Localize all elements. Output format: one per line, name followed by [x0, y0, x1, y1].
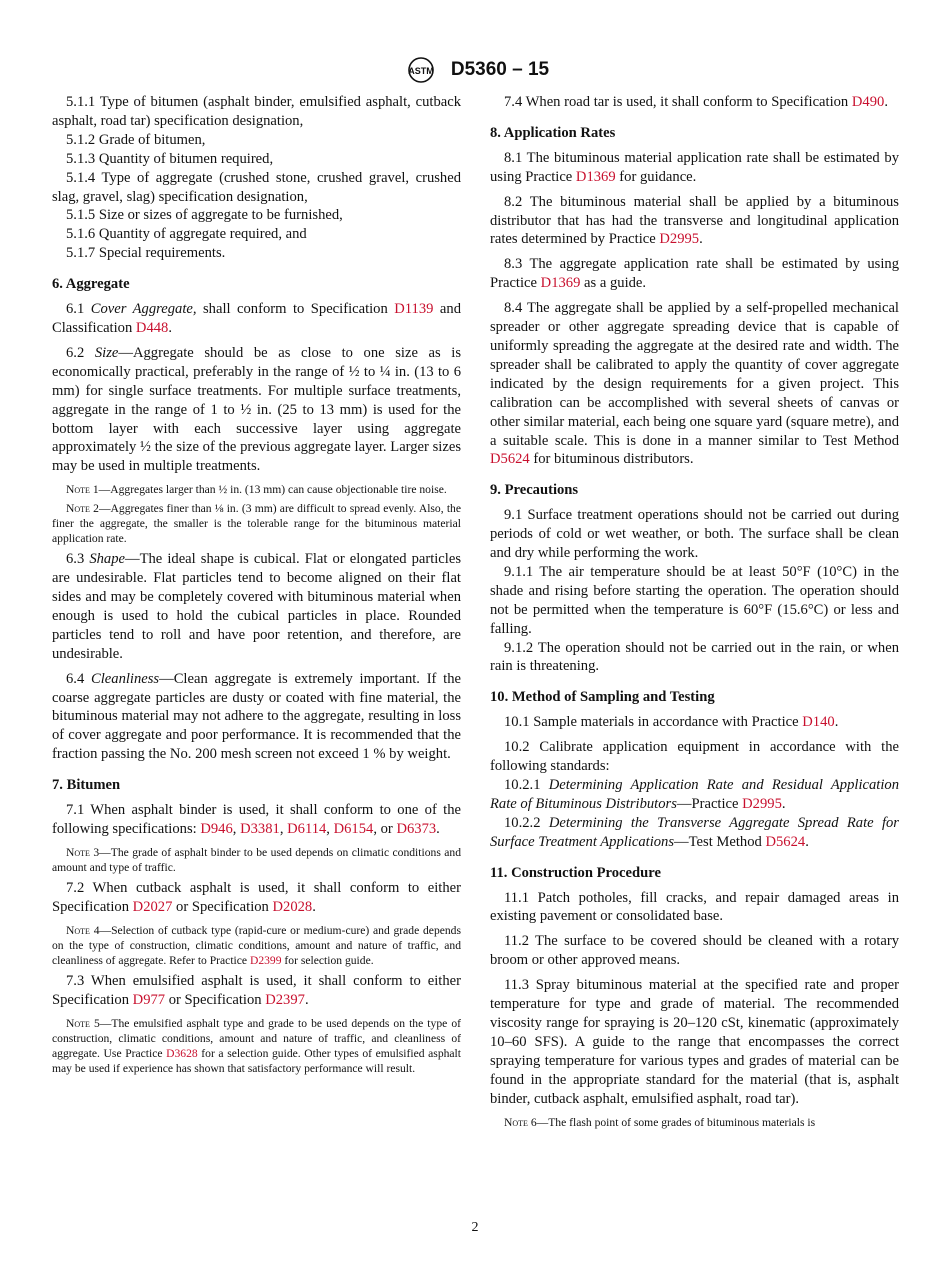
- text-run: .: [436, 821, 440, 837]
- text-run: 8.4 The aggregate shall be applied by a self-propelled mechanical spreader or other aggregate spreading device that is capable of uniformly spreading the aggregate at the desired rate and width. The spreader shall be calibrated to apply the quantity of cover aggregate indicated by the design requirements for a given project. This calibration can be accomplished with several sheets of canvas or other similar material, each being one square yard (square metre), and a suitable scale. This is done in a manner similar to Test Method: [490, 300, 899, 449]
- text-run: for a selection guide. Other types of emulsified asphalt may be used if experience has shown that satisfactory performance will result.: [52, 1046, 461, 1075]
- text-run: —The ideal shape is cubical. Flat or elongated particles are undesirable. Flat particles tend to become aligned on their flat sides and may be completely covered with bituminous material when enough is used to hold the cubical particles in place. Rounded particles tend to roll and have poor retention, and therefore, are undesirable.: [52, 551, 461, 662]
- text-run: 10.1 Sample materials in accordance with Practice: [504, 714, 803, 731]
- paragraph: [490, 255, 899, 293]
- text-run: for selection guide.: [281, 953, 374, 967]
- text-run: 5.1.1 Type of bitumen (asphalt binder, emulsified asphalt, cutback asphalt, road tar) specification designation,: [52, 94, 461, 129]
- paragraph: [490, 738, 899, 776]
- text-run: for bituminous distributors.: [529, 451, 694, 468]
- text-run: 7.3 When emulsified asphalt is used, it shall conform to either Specification: [52, 972, 461, 1008]
- text-run: 11. Construction Procedure: [490, 864, 661, 881]
- text-run: 5.1.6 Quantity of aggregate required, and: [66, 226, 307, 243]
- note-label: Note: [66, 483, 90, 497]
- text-run: 7.4 When road tar is used, it shall conform to Specification: [504, 94, 852, 110]
- text-run: or Specification: [165, 991, 266, 1008]
- standard-reference-link[interactable]: D2399: [249, 953, 282, 967]
- right-column: [490, 93, 899, 1134]
- astm-logo-icon: [401, 56, 441, 84]
- paragraph: [52, 879, 461, 917]
- text-run: 9.1.2 The operation should not be carried out in the rain, or when rain is threatening.: [490, 639, 899, 675]
- section-heading: [490, 124, 899, 143]
- paragraph: [52, 344, 461, 476]
- section-heading: [490, 864, 899, 883]
- paragraph: [52, 169, 461, 207]
- text-run: 6.4: [66, 670, 91, 687]
- paragraph: [52, 150, 461, 169]
- page-number: 2: [471, 1220, 479, 1235]
- standard-reference-link[interactable]: D2027: [132, 898, 173, 915]
- paragraph: [490, 506, 899, 563]
- paragraph: [490, 639, 899, 677]
- text-run: 9.1 Surface treatment operations should not be carried out during periods of cold or wet weather, or both. The surface shall be clean and dry while performing the work.: [490, 507, 899, 562]
- text-run: 8.3 The aggregate application rate shall be estimated by using Practice: [490, 256, 899, 292]
- italic-term: Cover Aggregate,: [90, 301, 197, 318]
- standard-reference-link[interactable]: D2995: [659, 231, 700, 248]
- text-run: 6.2: [66, 344, 95, 361]
- text-run: 3—The grade of asphalt binder to be used depends on climatic conditions and amount and type of traffic.: [52, 845, 461, 874]
- paragraph: [52, 206, 461, 225]
- note-label: Note: [66, 502, 90, 516]
- text-run: or Specification: [172, 898, 273, 915]
- text-run: 5.1.2 Grade of bitumen,: [66, 131, 206, 148]
- text-run: 4—Selection of cutback type (rapid-cure or medium-cure) and grade depends on the type of construction, climatic conditions, amount and nature of traffic, and cleanliness of aggregate. Refer to Practice: [52, 923, 461, 967]
- left-column: [52, 93, 461, 1080]
- text-run: 9.1.1 The air temperature should be at least 50°F (10°C) in the shade and rising before starting the operation. The operation should not be permitted when the temperature is 60°F (15.6°C) or less and falling.: [490, 563, 899, 637]
- standard-reference-link[interactable]: D2995: [742, 795, 782, 812]
- text-run: —Practice: [676, 795, 743, 812]
- standard-reference-link[interactable]: D448: [135, 319, 169, 336]
- note-paragraph: [52, 482, 461, 497]
- text-run: 11.1 Patch potholes, fill cracks, and repair damaged areas in existing pavement or consolidated base.: [490, 889, 899, 925]
- text-run: 6.1: [66, 301, 91, 318]
- text-run: 11.3 Spray bituminous material at the specified rate and proper temperature for type and grade of material. The recommended viscosity range for spraying is 20–120 cSt, kinematic (approximately 10–60 SFS). A guide to the range that encompasses the correct spraying temperature for various types and grades of material can be found in the appropriate standard for the material (that is, asphalt binder, cutback asphalt, emulsified asphalt, road tar).: [490, 977, 899, 1107]
- text-run: ,: [232, 821, 241, 837]
- note-label: Note: [66, 923, 90, 937]
- text-run: 5.1.7 Special requirements.: [66, 245, 226, 262]
- paragraph: [490, 299, 899, 469]
- standard-reference-link[interactable]: D140: [802, 714, 835, 731]
- italic-term: Shape: [89, 551, 125, 568]
- paragraph: [490, 713, 899, 732]
- svg-text:ASTM: ASTM: [408, 66, 434, 76]
- text-run: 7.1 When asphalt binder is used, it shall conform to one of the following specifications:: [52, 802, 461, 837]
- text-run: .: [834, 714, 839, 731]
- text-run: as a guide.: [580, 275, 647, 292]
- standard-reference-link[interactable]: D3381: [240, 821, 280, 837]
- note-paragraph: [52, 923, 461, 968]
- text-run: .: [781, 795, 786, 812]
- paragraph: [490, 976, 899, 1108]
- text-run: 5.1.4 Type of aggregate (crushed stone, crushed gravel, crushed slag, gravel, slag) specification designation,: [52, 169, 461, 205]
- standard-reference-link[interactable]: D1369: [575, 168, 616, 185]
- section-heading: [490, 481, 899, 500]
- text-run: and Classification: [52, 301, 462, 336]
- text-run: 5.1.3 Quantity of bitumen required,: [66, 150, 274, 167]
- text-run: .: [168, 319, 172, 336]
- text-run: , or: [373, 821, 397, 837]
- paragraph: [52, 225, 461, 244]
- note-label: Note: [66, 845, 90, 859]
- standard-reference-link[interactable]: D2397: [265, 991, 305, 1008]
- text-run: 5.1.5 Size or sizes of aggregate to be furnished,: [66, 207, 343, 224]
- standard-reference-link[interactable]: D6154: [333, 821, 374, 837]
- paragraph: [490, 814, 899, 852]
- note-paragraph: [52, 501, 461, 546]
- text-run: 10.2 Calibrate application equipment in accordance with the following standards:: [490, 739, 899, 775]
- paragraph: [52, 670, 461, 765]
- text-run: 8.2 The bituminous material shall be applied by a bituminous distributor that has had the transverse and longitudinal application rates determined by Practice: [490, 193, 899, 248]
- section-heading: [52, 776, 461, 795]
- paragraph: [52, 550, 461, 663]
- note-paragraph: [490, 1115, 899, 1130]
- italic-term: Cleanliness: [91, 670, 160, 687]
- paragraph: [490, 93, 899, 112]
- text-run: 8. Application Rates: [490, 124, 616, 141]
- standard-reference-link[interactable]: D490: [851, 94, 885, 110]
- paragraph: [52, 131, 461, 150]
- text-run: 2—Aggregates finer than ⅛ in. (3 mm) are difficult to spread evenly. Also, the finer the aggregate, the smaller is the tolerable range for the bituminous material application rate.: [52, 502, 461, 546]
- standard-reference-link[interactable]: D946: [200, 821, 233, 837]
- italic-term: Size: [94, 344, 119, 361]
- text-run: ,: [326, 821, 334, 837]
- paragraph: [52, 93, 461, 131]
- paragraph: [490, 563, 899, 639]
- text-run: for guidance.: [615, 168, 697, 185]
- text-run: —Clean aggregate is extremely important. If the coarse aggregate particles are dusty or coated with fine material, the bituminous material may not adhere to the aggregate, resulting in loss of cover aggregate and poor performance. It is recommended that the fraction passing the No. 200 mesh screen not exceed 1 % by weight.: [52, 670, 461, 763]
- paragraph: [490, 193, 899, 250]
- text-run: 10. Method of Sampling and Testing: [490, 689, 715, 706]
- paragraph: [490, 932, 899, 970]
- standard-reference-link[interactable]: D6373: [396, 821, 437, 837]
- standard-reference-link[interactable]: D5624: [765, 833, 806, 850]
- text-run: —Test Method: [674, 833, 766, 850]
- text-run: 9. Precautions: [490, 482, 579, 499]
- paragraph: [490, 149, 899, 187]
- standard-reference-link[interactable]: D1369: [540, 275, 581, 292]
- standard-reference-link[interactable]: D3628: [166, 1046, 198, 1060]
- page-header: [0, 56, 950, 84]
- text-run: ,: [279, 821, 288, 837]
- text-run: 5—The emulsified asphalt type and grade to be used depends on the type of construction, climatic conditions, amount and nature of traffic, and cleanliness of aggregate. Use Practice: [52, 1016, 461, 1060]
- note-label: Note: [66, 1016, 90, 1030]
- text-run: 11.2 The surface to be covered should be cleaned with a rotary broom or other approved means.: [490, 933, 899, 969]
- text-run: 6.3: [66, 551, 90, 568]
- text-run: .: [884, 94, 888, 110]
- text-run: 7.2 When cutback asphalt is used, it shall conform to either Specification: [52, 879, 461, 915]
- italic-term: Determining Application Rate and Residual Application Rate of Bituminous Distributors: [490, 777, 899, 812]
- paragraph: [490, 889, 899, 927]
- standard-reference-link[interactable]: D5624: [490, 451, 530, 468]
- text-run: shall conform to Specification: [196, 301, 395, 318]
- text-run: 6—The flash point of some grades of bituminous materials is: [527, 1115, 816, 1129]
- text-run: 7. Bitumen: [52, 777, 121, 794]
- paragraph: [52, 972, 461, 1010]
- text-run: 6. Aggregate: [52, 276, 130, 293]
- section-heading: [490, 688, 899, 707]
- text-run: .: [304, 991, 309, 1008]
- text-run: .: [699, 231, 703, 248]
- text-run: 8.1 The bituminous material application rate shall be estimated by using Practice: [490, 149, 899, 185]
- standard-reference-link[interactable]: D2028: [272, 898, 313, 915]
- standard-reference-link[interactable]: D977: [132, 991, 166, 1008]
- text-run: .: [805, 833, 809, 850]
- section-heading: [52, 275, 461, 294]
- note-paragraph: [52, 1016, 461, 1076]
- document-designation: D5360 – 15: [450, 59, 550, 80]
- paragraph: [490, 776, 899, 814]
- note-label: Note: [504, 1115, 528, 1129]
- standard-reference-link[interactable]: D1139: [394, 301, 434, 318]
- text-run: 10.2.2: [504, 814, 549, 831]
- paragraph: [52, 801, 461, 839]
- paragraph: [52, 244, 461, 263]
- paragraph: [52, 300, 461, 338]
- text-run: 1—Aggregates larger than ½ in. (13 mm) can cause objectionable tire noise.: [89, 483, 447, 497]
- text-run: —Aggregate should be as close to one size as is economically practical, preferably in the range of ½ to ¼ in. (13 to 6 mm) for single surface treatments. For multiple surface treatments, aggregate in the range of 1 to ½ in. (25 to 13 mm) is used for the bottom layer with each successive layer using aggregate approximately ½ the size of the previous aggregate layer. Larger sizes may be used in multiple treatments.: [52, 344, 462, 475]
- standard-reference-link[interactable]: D6114: [287, 821, 327, 837]
- text-run: .: [312, 898, 316, 915]
- italic-term: Determining the Transverse Aggregate Spread Rate for Surface Treatment Applications: [490, 814, 899, 850]
- text-run: 10.2.1: [504, 777, 549, 793]
- note-paragraph: [52, 845, 461, 875]
